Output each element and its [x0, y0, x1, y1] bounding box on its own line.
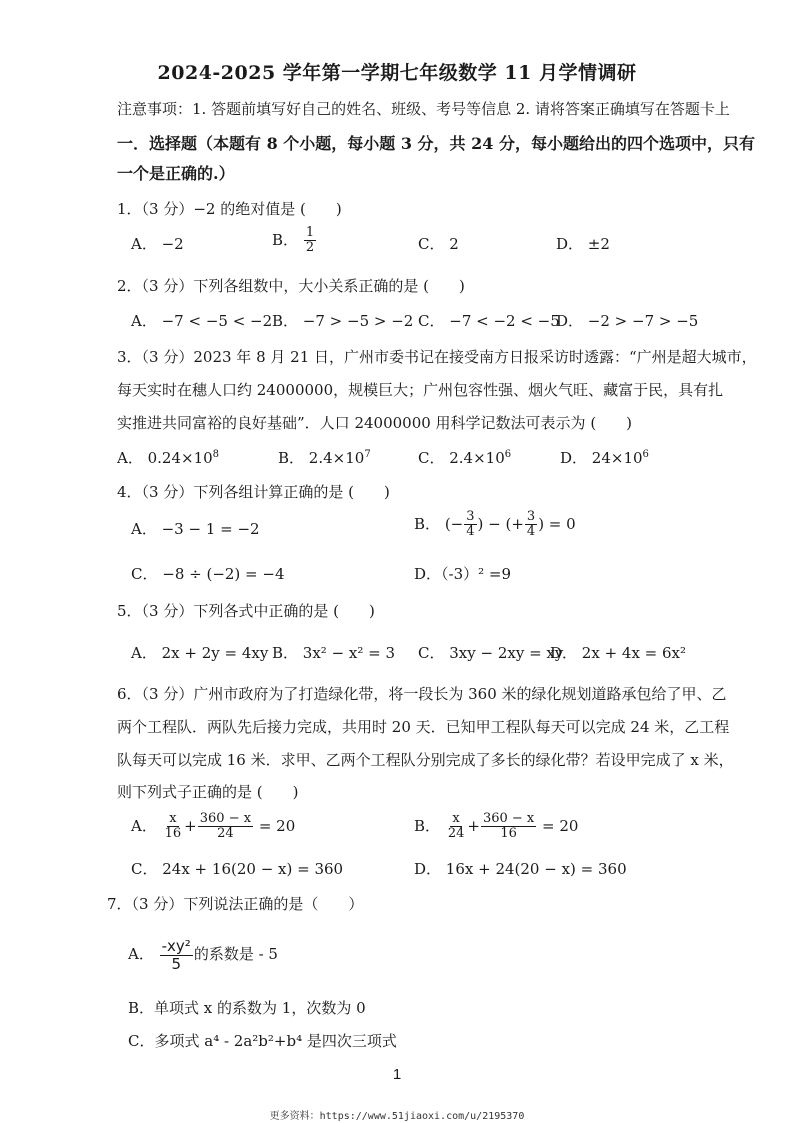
q5-option-b: B． 3x² − x² = 3	[272, 644, 396, 662]
q5-option-c: C． 3xy − 2xy = xy	[418, 644, 564, 662]
q7-option-a: A． $\frac{\text{-xy²}}{5}$ 的系数是 - 5	[128, 937, 278, 973]
section-heading-line1: 一．选择题（本题有 8 个小题，每小题 3 分，共 24 分，每小题给出的四个选项中，只有	[117, 134, 755, 153]
q5-stem: 5．（3 分）下列各式中正确的是 ( )	[117, 602, 375, 620]
q5-option-d: D． 2x + 4x = 6x²	[550, 644, 687, 662]
notice-text: 注意事项：1. 答题前填写好自己的姓名、班级、考号等信息 2. 请将答案正确填写在答题卡上	[117, 100, 730, 118]
q6-a-fraction-1: $\frac{x}{16}$	[164, 811, 182, 842]
q1-fraction	[304, 226, 316, 256]
q3-option-c-exponent: 6	[504, 449, 512, 460]
q1-fraction-denominator: 2	[305, 240, 315, 256]
q6-b-fraction-1: $\frac{x}{24}$	[447, 811, 465, 842]
q1-stem: 1．（3 分）−2 的绝对值是 ( )	[117, 200, 342, 218]
q6-text-line4: 则下列式子正确的是 ( )	[117, 783, 299, 801]
q3-option-a: A． $0.24\times 10^8$	[117, 449, 220, 467]
q1-option-a: A． −2	[131, 235, 184, 253]
q1-option-b	[272, 226, 317, 256]
q3-option-d-exponent: 6	[642, 449, 649, 460]
page-title: 2024-2025 学年第一学期七年级数学 11 月学情调研	[157, 62, 637, 84]
q3-text-line2: 每天实时在穗人口约 24000000，规模巨大；广州包容性强、烟火气旺、藏富于民，具有扎	[117, 381, 724, 399]
q4-option-a: A． −3 − 1 = −2	[131, 520, 260, 538]
q7-option-c: C．多项式 a⁴ - 2a²b²+b⁴ 是四次三项式	[128, 1032, 397, 1050]
q3-text-line3: 实推进共同富裕的良好基础”．人口 24000000 用科学记数法可表示为 ( )	[117, 414, 633, 432]
q3-option-a-exponent: 8	[212, 449, 220, 460]
q2-option-c: C． −7 < −2 < −5	[418, 312, 560, 330]
q4-fraction-2: $\frac{3}{4}$	[526, 509, 536, 540]
q6-a-fraction-2: $\frac{360 - x}{24}$	[199, 811, 252, 842]
section-heading-line2: 一个是正确的.）	[117, 164, 235, 183]
q2-stem: 2．（3 分）下列各组数中，大小关系正确的是 ( )	[117, 277, 465, 295]
q3-option-b: B． $2.4\times 10^7$	[278, 449, 371, 467]
q4-stem: 4．（3 分）下列各组计算正确的是 ( )	[117, 483, 390, 501]
page-number: 1	[392, 1066, 402, 1083]
q1-option-b-label: B．	[272, 230, 299, 249]
q5-option-a: A． 2x + 2y = 4xy	[131, 644, 269, 662]
q7-stem: 7．（3 分）下列说法正确的是（ ）	[107, 895, 364, 913]
q2-option-a: A． −7 < −5 < −2	[131, 312, 273, 330]
q4-option-b: B． (− $\frac{3}{4}$ ) − (+ $\frac{3}{4}$ ) = 0	[414, 509, 576, 540]
q6-option-c: C． 24x + 16(20 − x) = 360	[131, 860, 344, 878]
q6-text-line1: 6．（3 分）广州市政府为了打造绿化带，将一段长为 360 米的绿化规划道路承包给了甲、乙	[117, 685, 727, 703]
q6-text-line2: 两个工程队．两队先后接力完成，共用时 20 天．已知甲工程队每天可以完成 24 米，乙工程	[117, 718, 730, 736]
q4-fraction-1: $\frac{3}{4}$	[466, 509, 475, 540]
q3-option-b-exponent: 7	[364, 449, 371, 460]
q2-option-b: B． −7 > −5 > −2	[272, 312, 414, 330]
q3-option-d: D． $24\times 10^6$	[560, 449, 649, 467]
q3-option-c: C． $2.4\times 10^6$	[418, 449, 512, 467]
q6-option-b: B． $\frac{x}{24}$ + $\frac{360 - x}{16}$ = 20	[414, 811, 579, 842]
q6-text-line3: 队每天可以完成 16 米．求甲、乙两个工程队分别完成了多长的绿化带？若设甲完成了 x 米，	[117, 751, 734, 769]
q1-fraction-numerator: 1	[305, 225, 315, 240]
q6-option-d: D． 16x + 24(20 − x) = 360	[414, 860, 627, 878]
q4-option-c: C． −8 ÷ (−2) = −4	[131, 565, 285, 583]
q7-a-fraction: $\frac{\text{-xy²}}{5}$	[161, 937, 191, 973]
q2-option-d: D． −2 > −7 > −5	[556, 312, 699, 330]
q7-option-b: B．单项式 x 的系数为 1，次数为 0	[128, 999, 366, 1017]
q6-b-fraction-2: $\frac{360 - x}{16}$	[482, 811, 535, 842]
q6-option-a: A． $\frac{x}{16}$ + $\frac{360 - x}{24}$ = 20	[131, 811, 296, 842]
q1-option-d: D． ±2	[556, 235, 610, 253]
q1-option-c: C． 2	[418, 235, 459, 253]
q3-text-line1: 3．（3 分）2023 年 8 月 21 日，广州市委书记在接受南方日报采访时透露：“广州是超大城市，	[117, 348, 757, 366]
q4-option-d: D．（-3）² =9	[414, 565, 512, 583]
footer-link[interactable]: 更多资料：https://www.51jiaoxi.com/u/2195370	[269, 1111, 525, 1122]
